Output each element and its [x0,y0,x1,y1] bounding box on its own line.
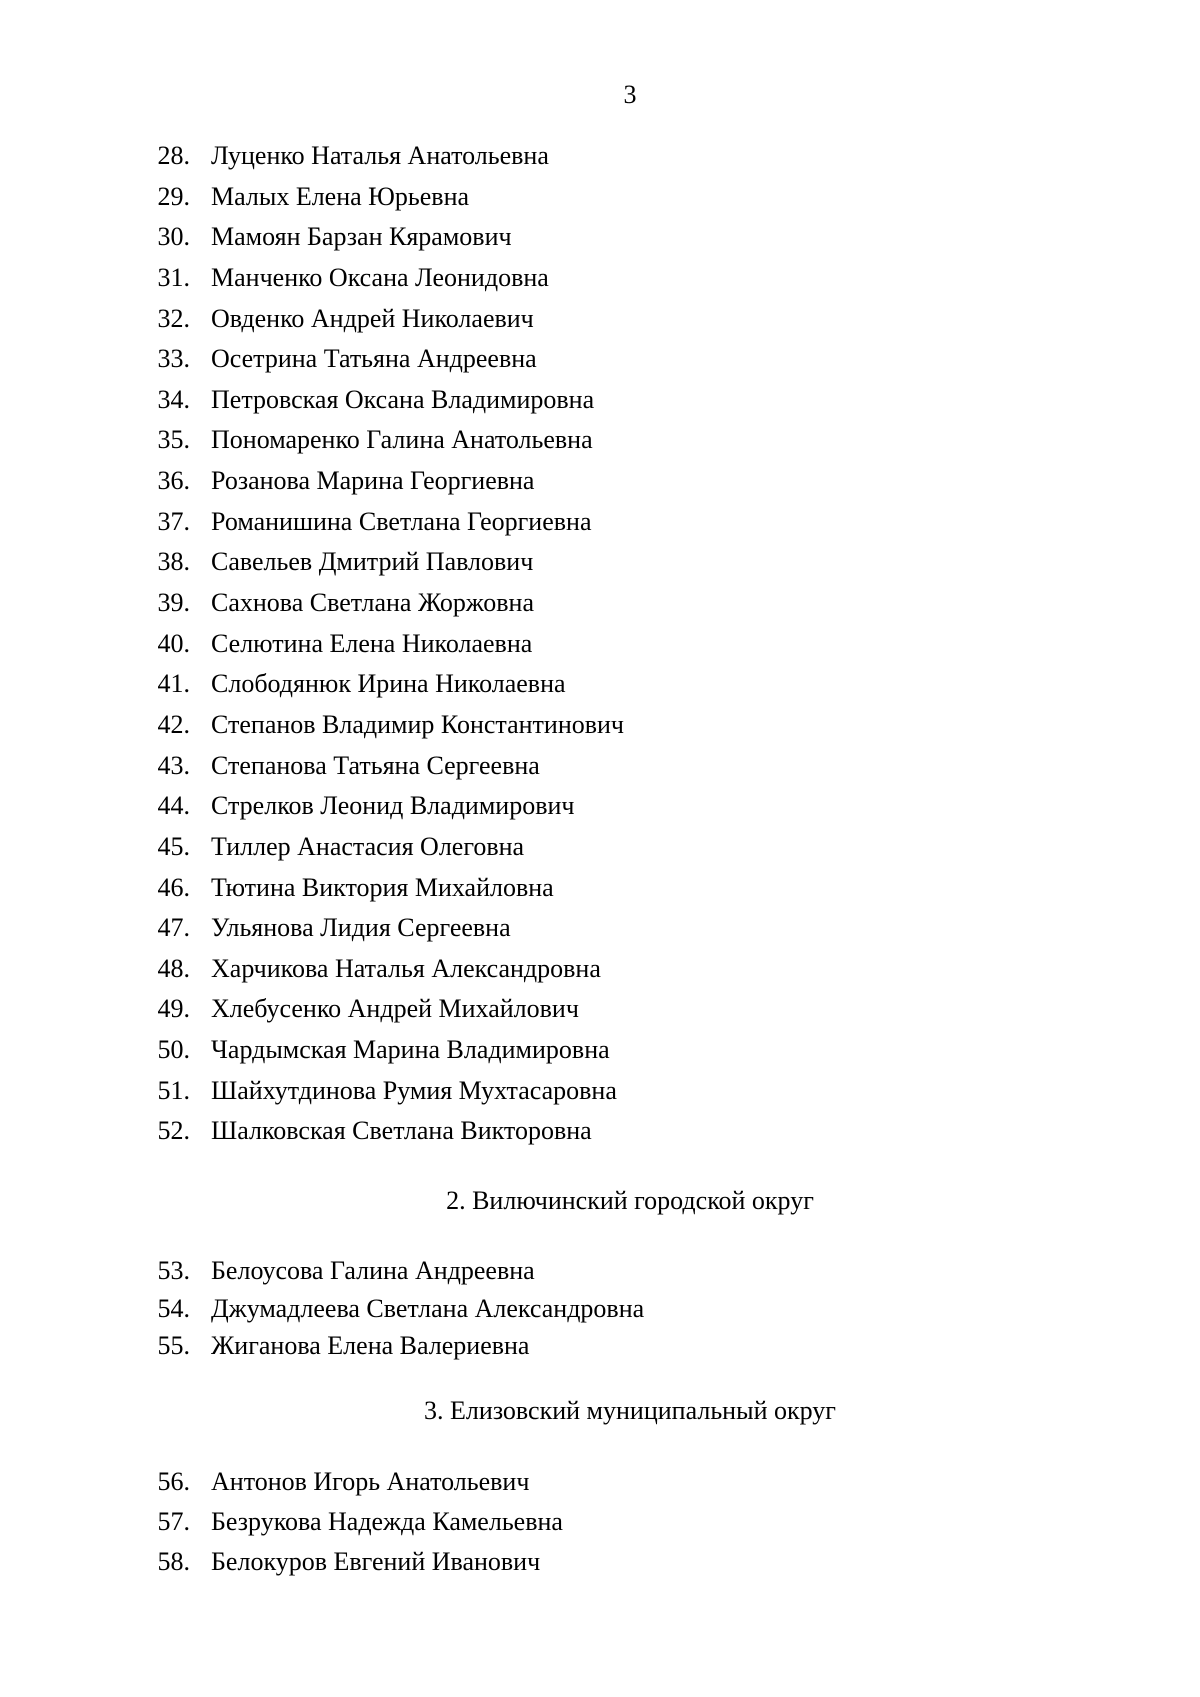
item-number: 48. [157,953,190,983]
section-heading-vilyuchinsky: 2. Вилючинский городской округ [446,1186,814,1215]
person-name: Антонов Игорь Анатольевич [211,1467,530,1496]
person-name: Овденко Андрей Николаевич [211,303,534,333]
list-item [0,1502,563,1542]
item-number: 43. [157,750,190,780]
list-item [0,1252,644,1290]
list-item [0,1462,563,1502]
list-item [0,1111,624,1152]
person-name: Степанов Владимир Константинович [211,709,625,739]
person-name: Мамоян Барзан Кярамович [211,222,512,252]
list-item [0,258,624,299]
person-name: Тиллер Анастасия Олеговна [211,831,525,861]
list-item [0,177,624,218]
list-item [0,827,624,868]
list-item [0,1542,563,1582]
person-name: Стрелков Леонид Владимирович [211,791,575,821]
item-number: 49. [157,994,190,1024]
list-item [0,624,624,665]
list-item [0,664,624,705]
person-name: Пономаренко Галина Анатольевна [211,425,593,455]
list-item [0,949,624,990]
item-number: 31. [157,262,190,292]
list-item [0,217,624,258]
person-name: Савельев Дмитрий Павлович [211,547,534,577]
person-name: Белоусова Галина Андреевна [211,1256,535,1285]
item-number: 37. [157,506,190,536]
person-name: Шалковская Светлана Викторовна [211,1116,592,1146]
item-number: 53. [157,1256,190,1285]
person-name: Хлебусенко Андрей Михайлович [211,994,579,1024]
list-item [0,1030,624,1071]
item-number: 52. [157,1116,190,1146]
section-heading-elizovsky: 3. Елизовский муниципальный округ [424,1396,836,1425]
list-item [0,1290,644,1328]
list-item [0,868,624,909]
person-name: Петровская Оксана Владимировна [211,384,595,414]
name-list-vilyuchinsky [0,1252,644,1365]
person-name: Луценко Наталья Анатольевна [211,141,549,170]
list-item [0,136,624,177]
list-item [0,380,624,421]
item-number: 28. [157,141,190,170]
person-name: Манченко Оксана Леонидовна [211,262,549,292]
person-name: Розанова Марина Георгиевна [211,466,535,496]
item-number: 34. [157,384,190,414]
person-name: Селютина Елена Николаевна [211,628,533,658]
person-name: Сахнова Светлана Жоржовна [211,588,534,618]
item-number: 35. [157,425,190,455]
item-number: 47. [157,913,190,943]
item-number: 33. [157,344,190,374]
list-item [0,583,624,624]
item-number: 55. [157,1331,190,1360]
list-item [0,786,624,827]
item-number: 50. [157,1035,190,1065]
item-number: 38. [157,547,190,577]
person-name: Шайхутдинова Румия Мухтасаровна [211,1075,617,1105]
list-item [0,989,624,1030]
list-item [0,461,624,502]
item-number: 32. [157,303,190,333]
list-item [0,1071,624,1112]
person-name: Харчикова Наталья Александровна [211,953,601,983]
item-number: 39. [157,588,190,618]
item-number: 30. [157,222,190,252]
person-name: Романишина Светлана Георгиевна [211,506,592,536]
item-number: 57. [157,1507,190,1536]
list-item [0,420,624,461]
list-item [0,502,624,543]
name-list-elizovsky [0,1462,563,1582]
item-number: 58. [157,1547,190,1576]
list-item [0,1327,644,1365]
item-number: 56. [157,1467,190,1496]
person-name: Осетрина Татьяна Андреевна [211,344,537,374]
list-item [0,542,624,583]
person-name: Белокуров Евгений Иванович [211,1547,541,1576]
name-list-group1 [0,136,624,1152]
list-item [0,299,624,340]
person-name: Малых Елена Юрьевна [211,181,470,211]
item-number: 46. [157,872,190,902]
item-number: 54. [157,1293,190,1323]
page-number: 3 [623,80,637,109]
person-name: Степанова Татьяна Сергеевна [211,750,540,780]
item-number: 36. [157,466,190,496]
list-item [0,339,624,380]
person-name: Жиганова Елена Валериевна [211,1331,530,1360]
person-name: Ульянова Лидия Сергеевна [211,913,511,943]
item-number: 29. [157,181,190,211]
person-name: Слободянюк Ирина Николаевна [211,669,566,699]
list-item [0,746,624,787]
item-number: 51. [157,1075,190,1105]
list-item [0,705,624,746]
person-name: Чардымская Марина Владимировна [211,1035,610,1065]
item-number: 40. [157,628,190,658]
person-name: Тютина Виктория Михайловна [211,872,554,902]
item-number: 44. [157,791,190,821]
person-name: Безрукова Надежда Камельевна [211,1507,563,1536]
item-number: 42. [157,709,190,739]
item-number: 45. [157,831,190,861]
list-item [0,908,624,949]
person-name: Джумадлеева Светлана Александровна [211,1293,645,1323]
item-number: 41. [157,669,190,699]
